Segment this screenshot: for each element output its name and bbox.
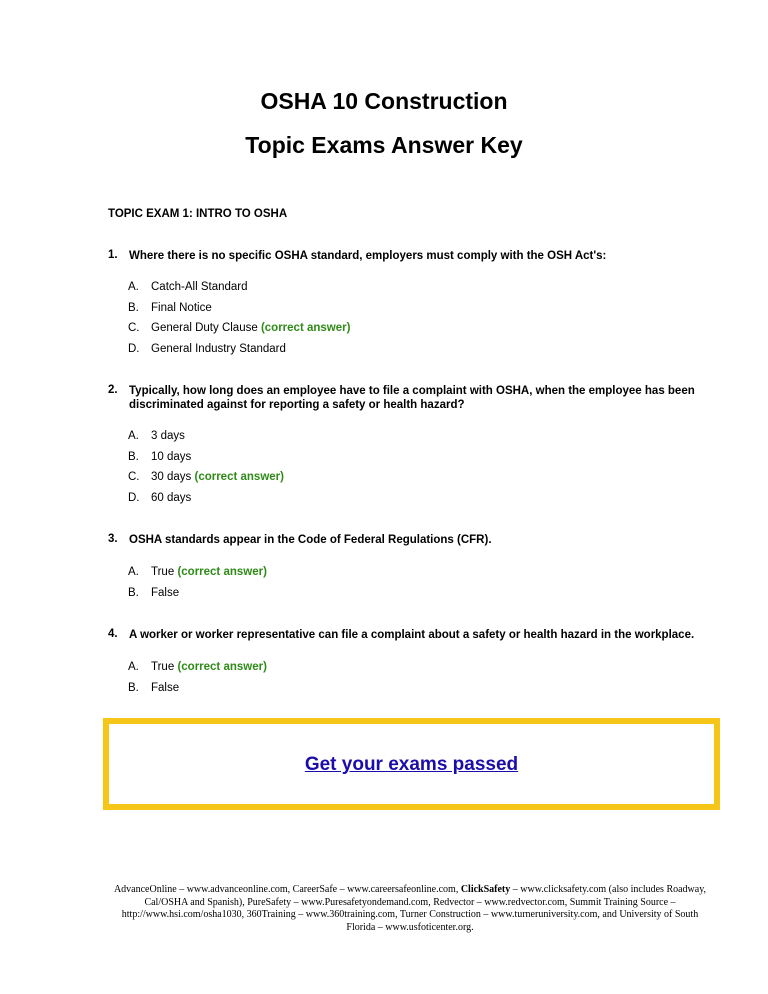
option-c (128, 471, 284, 483)
footer-text-part1: AdvanceOnline – www.advanceonline.com, CareerSafe – www.careersafeonline.com, (113, 884, 461, 895)
footer-sources (110, 884, 710, 934)
correct-answer-marker: (correct answer) (194, 471, 284, 483)
footer-brand: ClickSafety (460, 884, 511, 895)
option-letter: A. (128, 430, 139, 442)
option-text: 3 days (151, 430, 185, 442)
option-text: True (151, 661, 175, 673)
option-text: 30 days (151, 471, 192, 483)
option-a (128, 430, 185, 442)
option-c (128, 322, 350, 334)
option-text: True (151, 566, 175, 578)
question-text: Typically, how long does an employee have to file a complaint with OSHA, when the employee has been discriminated against for reporting a safety or health hazard? (129, 385, 695, 411)
question-text: Where there is no specific OSHA standard, employers must comply with the OSH Act's: (129, 250, 607, 262)
option-text: 60 days (151, 492, 192, 504)
option-letter: B. (128, 587, 139, 599)
option-letter: A. (128, 661, 139, 673)
option-a (128, 281, 248, 293)
option-letter: B. (128, 302, 139, 314)
option-text: 10 days (151, 451, 192, 463)
option-d (128, 343, 286, 355)
promo-banner (103, 718, 720, 810)
question-text: A worker or worker representative can file a complaint about a safety or health hazard in the workplace. (129, 629, 695, 641)
section-heading: TOPIC EXAM 1: INTRO TO OSHA (108, 208, 288, 220)
correct-answer-marker: (correct answer) (260, 322, 351, 334)
option-letter: C. (128, 322, 140, 334)
option-letter: A. (128, 566, 139, 578)
option-text: General Duty Clause (151, 322, 258, 334)
option-b (128, 451, 191, 463)
question-number: 2. (108, 384, 118, 396)
question-number: 3. (108, 533, 118, 545)
option-text: Catch-All Standard (151, 281, 248, 293)
option-a (128, 661, 267, 673)
get-exams-passed-link[interactable]: Get your exams passed (304, 754, 519, 775)
option-letter: B. (128, 682, 139, 694)
option-letter: C. (128, 471, 140, 483)
question-number: 1. (108, 249, 118, 261)
option-letter: B. (128, 451, 139, 463)
option-b (128, 302, 212, 314)
option-text: General Industry Standard (151, 343, 286, 355)
correct-answer-marker: (correct answer) (177, 566, 267, 578)
option-text: Final Notice (151, 302, 212, 314)
option-text: False (151, 587, 180, 599)
option-letter: D. (128, 343, 140, 355)
footer-text-part2: – www.clicksafety.com (also includes Roadway, Cal/OSHA and Spanish), PureSafety – www.Puresafetyondemand.com, Redvector – www.redvector.com, Summit Training Source – http://www.hsi.com/osha1030, 360Training – www.360training.com, Turner Construction – www.turneruniversity.com, and University of South Florida – www.usfoticenter.org. (121, 884, 707, 933)
option-letter: A. (128, 281, 139, 293)
option-a (128, 566, 267, 578)
option-d (128, 492, 191, 504)
question-number: 4. (108, 628, 118, 640)
correct-answer-marker: (correct answer) (177, 661, 267, 673)
option-b (128, 587, 179, 599)
question-text: OSHA standards appear in the Code of Federal Regulations (CFR). (129, 534, 492, 546)
option-b (128, 682, 179, 694)
document-title: OSHA 10 Construction (260, 88, 508, 114)
option-letter: D. (128, 492, 140, 504)
document-subtitle: Topic Exams Answer Key (245, 132, 523, 158)
option-text: False (151, 682, 180, 694)
